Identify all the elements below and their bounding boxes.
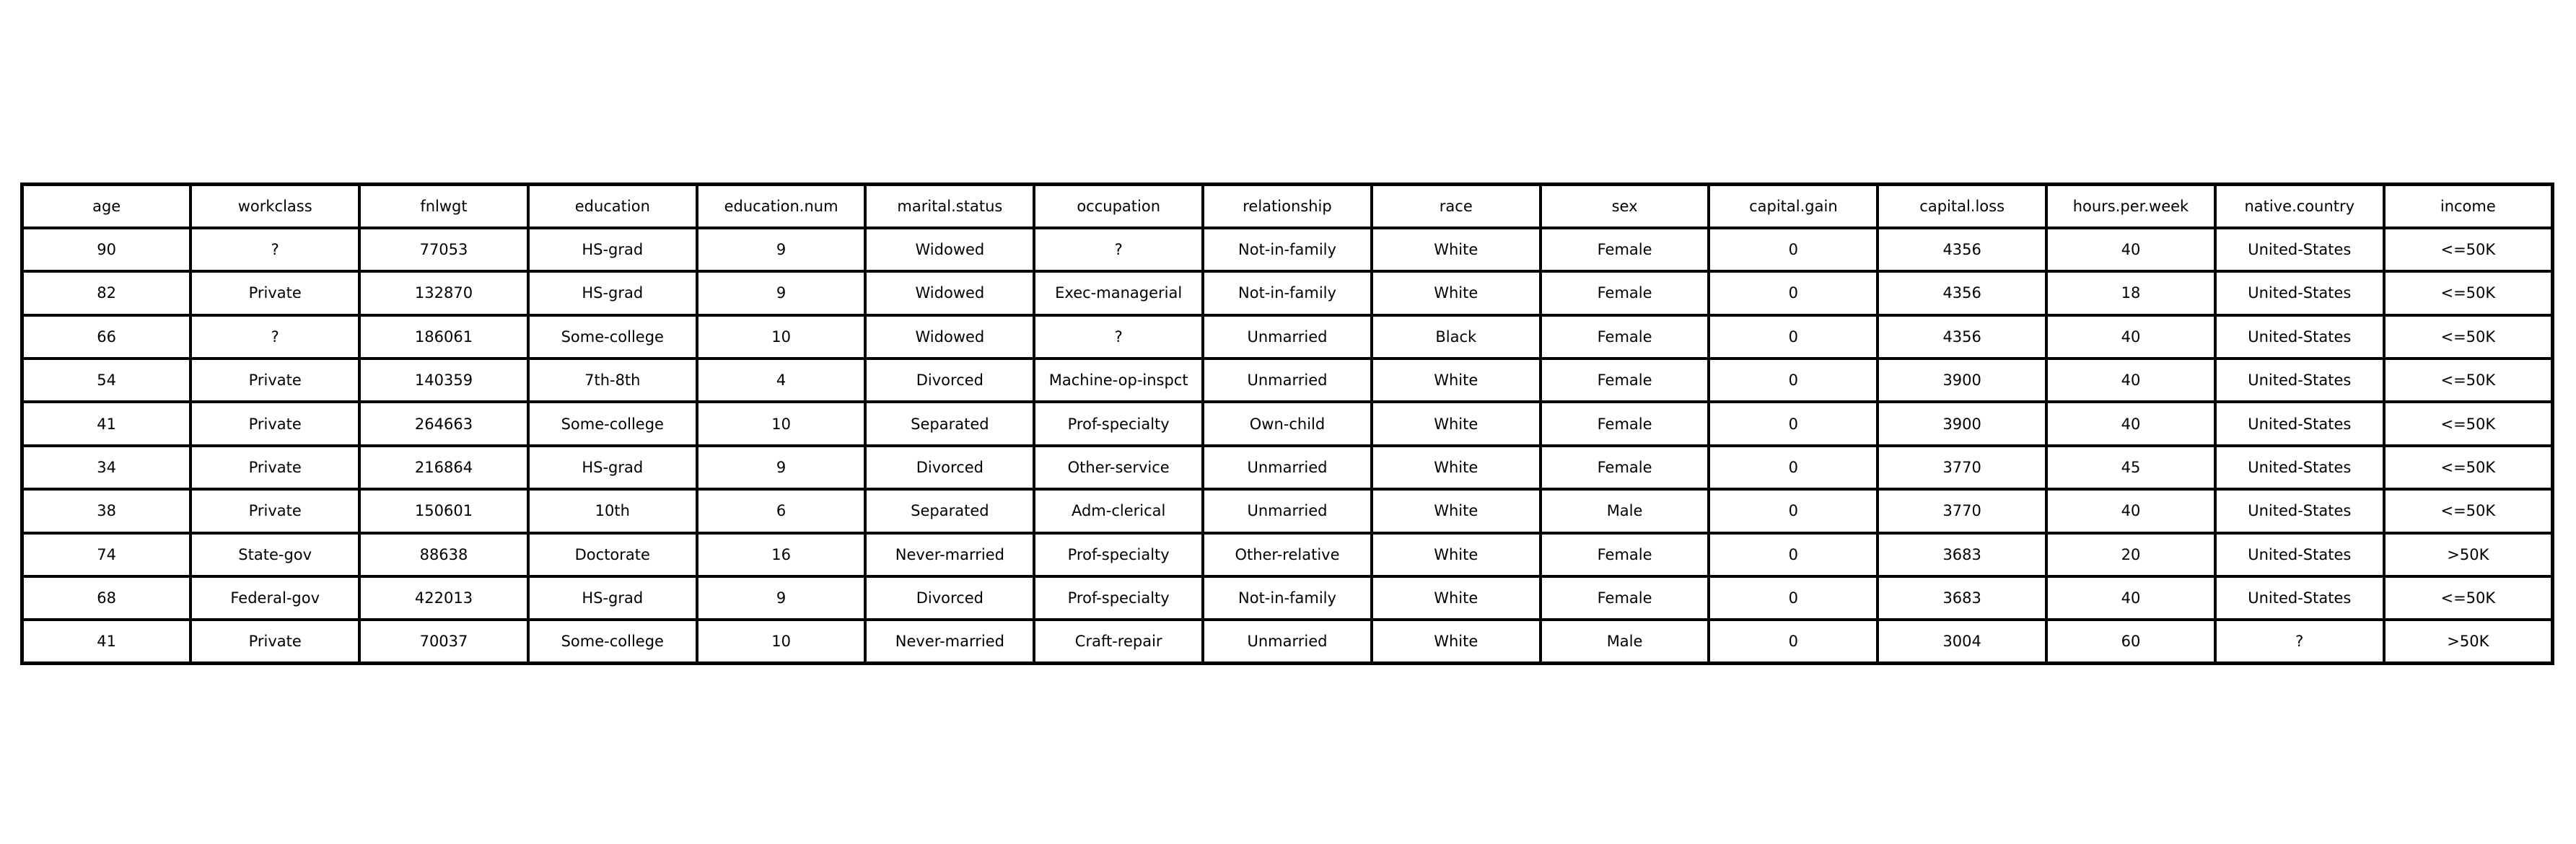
table-cell: 34 xyxy=(22,446,191,489)
table-row xyxy=(22,446,2553,489)
table-cell: Machine-op-inspct xyxy=(1034,359,1203,402)
table-cell: 3004 xyxy=(1878,620,2046,663)
table-cell: >50K xyxy=(2384,533,2553,576)
table-cell: White xyxy=(1372,446,1541,489)
table-cell: 3900 xyxy=(1878,359,2046,402)
table-cell: 10th xyxy=(528,489,697,532)
table-row xyxy=(22,359,2553,402)
table-cell: 7th-8th xyxy=(528,359,697,402)
table-cell: 54 xyxy=(22,359,191,402)
table-cell: 40 xyxy=(2046,489,2215,532)
table-cell: 18 xyxy=(2046,271,2215,315)
table-cell: Some-college xyxy=(528,402,697,445)
table-cell: 70037 xyxy=(359,620,528,663)
table-cell: United-States xyxy=(2215,446,2384,489)
table-cell: Prof-specialty xyxy=(1034,402,1203,445)
table-cell: Adm-clerical xyxy=(1034,489,1203,532)
table-cell: 4 xyxy=(697,359,866,402)
table-cell: White xyxy=(1372,271,1541,315)
table-cell: United-States xyxy=(2215,271,2384,315)
table-cell: 0 xyxy=(1709,576,1878,620)
table-cell: Private xyxy=(190,620,359,663)
header-cell: native.country xyxy=(2215,185,2384,228)
table-cell: 3683 xyxy=(1878,576,2046,620)
table-cell: HS-grad xyxy=(528,228,697,271)
table-cell: 3770 xyxy=(1878,489,2046,532)
table-cell: Widowed xyxy=(865,271,1034,315)
table-cell: United-States xyxy=(2215,359,2384,402)
table-cell: White xyxy=(1372,576,1541,620)
table-cell: White xyxy=(1372,620,1541,663)
table-cell: United-States xyxy=(2215,228,2384,271)
table-cell: White xyxy=(1372,402,1541,445)
table-cell: 3770 xyxy=(1878,446,2046,489)
table-cell: ? xyxy=(2215,620,2384,663)
table-cell: Unmarried xyxy=(1203,620,1372,663)
table-cell: ? xyxy=(1034,228,1203,271)
table-cell: ? xyxy=(190,228,359,271)
table-cell: Widowed xyxy=(865,315,1034,359)
table-cell: Private xyxy=(190,446,359,489)
table-cell: 4356 xyxy=(1878,228,2046,271)
table-cell: Federal-gov xyxy=(190,576,359,620)
table-cell: HS-grad xyxy=(528,576,697,620)
table-cell: Unmarried xyxy=(1203,489,1372,532)
header-cell: income xyxy=(2384,185,2553,228)
table-cell: 45 xyxy=(2046,446,2215,489)
table-cell: Unmarried xyxy=(1203,315,1372,359)
header-cell: capital.loss xyxy=(1878,185,2046,228)
header-cell: hours.per.week xyxy=(2046,185,2215,228)
table-cell: 40 xyxy=(2046,402,2215,445)
table-cell: <=50K xyxy=(2384,489,2553,532)
table-cell: Separated xyxy=(865,402,1034,445)
table-cell: <=50K xyxy=(2384,359,2553,402)
table-cell: Never-married xyxy=(865,620,1034,663)
table-cell: Female xyxy=(1541,446,1709,489)
table-cell: 40 xyxy=(2046,315,2215,359)
data-table xyxy=(20,183,2554,665)
table-cell: Some-college xyxy=(528,315,697,359)
header-row xyxy=(22,185,2553,228)
table-cell: HS-grad xyxy=(528,446,697,489)
table-cell: Private xyxy=(190,271,359,315)
header-cell: sex xyxy=(1541,185,1709,228)
table-cell: State-gov xyxy=(190,533,359,576)
table-cell: 16 xyxy=(697,533,866,576)
table-cell: Private xyxy=(190,359,359,402)
table-body xyxy=(22,228,2553,664)
table-cell: 10 xyxy=(697,315,866,359)
table-cell: 60 xyxy=(2046,620,2215,663)
table-cell: 4356 xyxy=(1878,315,2046,359)
table-cell: 77053 xyxy=(359,228,528,271)
table-row xyxy=(22,402,2553,445)
table-cell: Female xyxy=(1541,315,1709,359)
header-cell: race xyxy=(1372,185,1541,228)
header-cell: fnlwgt xyxy=(359,185,528,228)
table-cell: 4356 xyxy=(1878,271,2046,315)
table-cell: 0 xyxy=(1709,533,1878,576)
table-cell: ? xyxy=(1034,315,1203,359)
table-cell: White xyxy=(1372,489,1541,532)
table-cell: United-States xyxy=(2215,533,2384,576)
table-cell: 38 xyxy=(22,489,191,532)
table-cell: United-States xyxy=(2215,489,2384,532)
table-cell: 9 xyxy=(697,446,866,489)
table-cell: Female xyxy=(1541,576,1709,620)
table-row xyxy=(22,620,2553,663)
table-cell: 3900 xyxy=(1878,402,2046,445)
header-cell: education xyxy=(528,185,697,228)
table-cell: 40 xyxy=(2046,576,2215,620)
table-cell: 422013 xyxy=(359,576,528,620)
table-cell: 10 xyxy=(697,620,866,663)
table-cell: <=50K xyxy=(2384,576,2553,620)
table-cell: 0 xyxy=(1709,271,1878,315)
table-cell: 41 xyxy=(22,620,191,663)
table-cell: <=50K xyxy=(2384,446,2553,489)
table-cell: HS-grad xyxy=(528,271,697,315)
table-cell: Unmarried xyxy=(1203,359,1372,402)
table-cell: 9 xyxy=(697,271,866,315)
table-cell: Male xyxy=(1541,620,1709,663)
table-cell: Female xyxy=(1541,271,1709,315)
table-cell: White xyxy=(1372,359,1541,402)
table-row xyxy=(22,576,2553,620)
table-cell: 0 xyxy=(1709,315,1878,359)
table-cell: Other-relative xyxy=(1203,533,1372,576)
header-cell: relationship xyxy=(1203,185,1372,228)
table-cell: >50K xyxy=(2384,620,2553,663)
table-cell: Prof-specialty xyxy=(1034,533,1203,576)
table-cell: 264663 xyxy=(359,402,528,445)
table-cell: 186061 xyxy=(359,315,528,359)
table-cell: 41 xyxy=(22,402,191,445)
table-cell: Black xyxy=(1372,315,1541,359)
table-cell: Male xyxy=(1541,489,1709,532)
table-cell: 82 xyxy=(22,271,191,315)
table-cell: 140359 xyxy=(359,359,528,402)
table-cell: 9 xyxy=(697,228,866,271)
table-row xyxy=(22,315,2553,359)
table-cell: <=50K xyxy=(2384,271,2553,315)
table-cell: Some-college xyxy=(528,620,697,663)
table-cell: 66 xyxy=(22,315,191,359)
header-cell: workclass xyxy=(190,185,359,228)
table-cell: Divorced xyxy=(865,446,1034,489)
table-cell: Separated xyxy=(865,489,1034,532)
table-cell: Exec-managerial xyxy=(1034,271,1203,315)
header-cell: education.num xyxy=(697,185,866,228)
table-cell: Divorced xyxy=(865,576,1034,620)
table-cell: Own-child xyxy=(1203,402,1372,445)
table-cell: 10 xyxy=(697,402,866,445)
table-cell: Female xyxy=(1541,228,1709,271)
table-row xyxy=(22,228,2553,271)
table-cell: 0 xyxy=(1709,402,1878,445)
table-row xyxy=(22,271,2553,315)
table-cell: 0 xyxy=(1709,228,1878,271)
table-cell: 6 xyxy=(697,489,866,532)
table-cell: 0 xyxy=(1709,359,1878,402)
table-cell: Not-in-family xyxy=(1203,228,1372,271)
table-cell: United-States xyxy=(2215,315,2384,359)
header-cell: capital.gain xyxy=(1709,185,1878,228)
table-cell: 132870 xyxy=(359,271,528,315)
table-cell: 3683 xyxy=(1878,533,2046,576)
table-cell: Prof-specialty xyxy=(1034,576,1203,620)
table-cell: 0 xyxy=(1709,489,1878,532)
table-cell: Not-in-family xyxy=(1203,576,1372,620)
table-cell: White xyxy=(1372,228,1541,271)
table-cell: Doctorate xyxy=(528,533,697,576)
table-cell: 40 xyxy=(2046,359,2215,402)
table-cell: 216864 xyxy=(359,446,528,489)
table-cell: Widowed xyxy=(865,228,1034,271)
table-cell: Divorced xyxy=(865,359,1034,402)
header-cell: occupation xyxy=(1034,185,1203,228)
table-cell: Never-married xyxy=(865,533,1034,576)
table-cell: Private xyxy=(190,402,359,445)
table-cell: 74 xyxy=(22,533,191,576)
table-cell: 88638 xyxy=(359,533,528,576)
table-cell: 20 xyxy=(2046,533,2215,576)
table-cell: <=50K xyxy=(2384,315,2553,359)
table-cell: 9 xyxy=(697,576,866,620)
table-cell: <=50K xyxy=(2384,402,2553,445)
header-cell: marital.status xyxy=(865,185,1034,228)
table-cell: Female xyxy=(1541,402,1709,445)
table-cell: ? xyxy=(190,315,359,359)
table-header xyxy=(22,185,2553,228)
table-cell: 150601 xyxy=(359,489,528,532)
table-cell: United-States xyxy=(2215,402,2384,445)
table-cell: Craft-repair xyxy=(1034,620,1203,663)
table-cell: White xyxy=(1372,533,1541,576)
table-container xyxy=(20,183,2554,665)
table-cell: Female xyxy=(1541,533,1709,576)
table-row xyxy=(22,489,2553,532)
table-cell: 40 xyxy=(2046,228,2215,271)
table-cell: Female xyxy=(1541,359,1709,402)
table-row xyxy=(22,533,2553,576)
table-cell: Other-service xyxy=(1034,446,1203,489)
header-cell: age xyxy=(22,185,191,228)
table-cell: Unmarried xyxy=(1203,446,1372,489)
table-cell: 0 xyxy=(1709,620,1878,663)
table-cell: Private xyxy=(190,489,359,532)
table-cell: 68 xyxy=(22,576,191,620)
table-cell: <=50K xyxy=(2384,228,2553,271)
table-cell: Not-in-family xyxy=(1203,271,1372,315)
table-cell: United-States xyxy=(2215,576,2384,620)
table-cell: 0 xyxy=(1709,446,1878,489)
table-cell: 90 xyxy=(22,228,191,271)
